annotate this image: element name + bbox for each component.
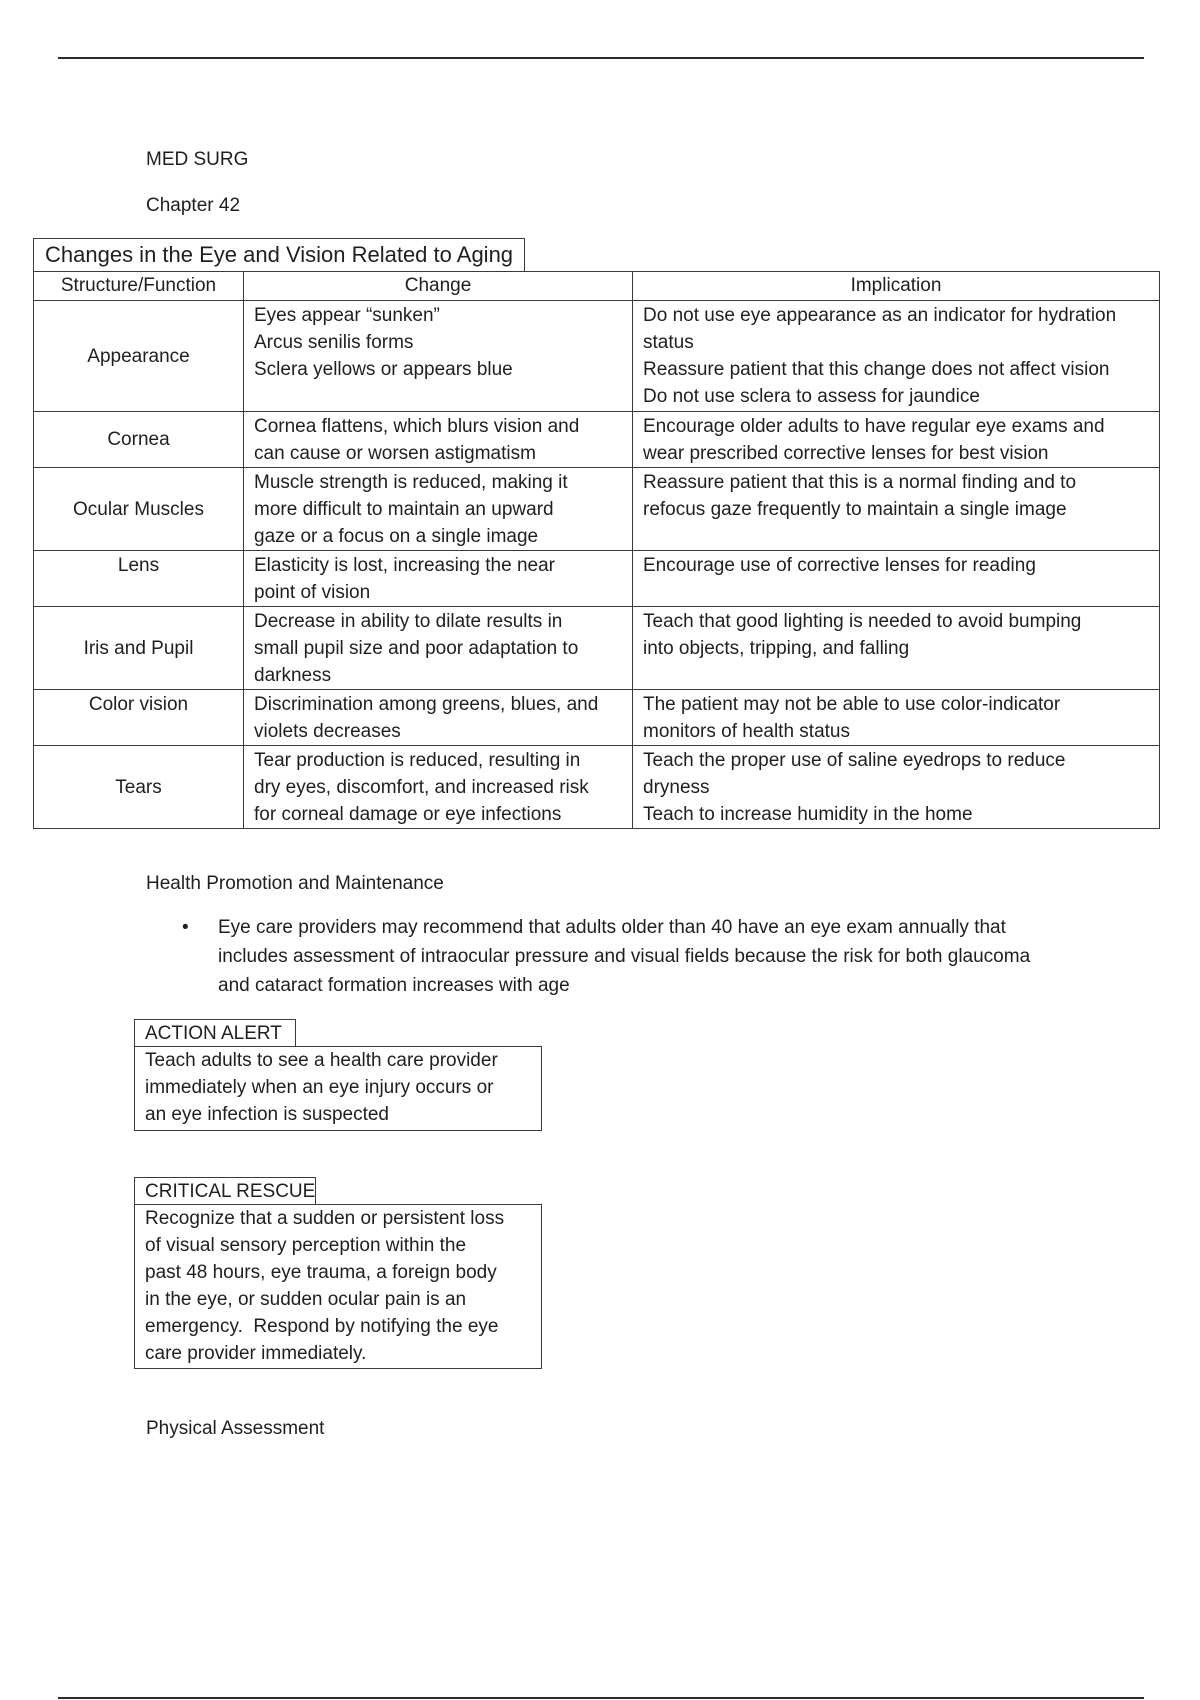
chapter-title: Chapter 42 [146, 195, 241, 216]
change-line: more difficult to maintain an upward [254, 499, 554, 520]
implication-line: refocus gaze frequently to maintain a single image [643, 499, 1067, 520]
bullet-icon: • [182, 917, 189, 938]
change-line: Elasticity is lost, increasing the near [254, 555, 555, 576]
structure-cell: Ocular Muscles [34, 468, 244, 551]
implication-line: dryness [643, 777, 710, 798]
table-row [34, 607, 1160, 690]
change-line: Sclera yellows or appears blue [254, 359, 513, 380]
critical-rescue-label: CRITICAL RESCUE [134, 1177, 316, 1205]
change-line: can cause or worsen astigmatism [254, 443, 536, 464]
critical-rescue-line: emergency. Respond by notifying the eye [145, 1316, 499, 1337]
implication-line: Do not use eye appearance as an indicator for hydration [643, 305, 1117, 326]
action-alert-label: ACTION ALERT [134, 1019, 296, 1047]
change-line: for corneal damage or eye infections [254, 804, 562, 825]
change-line: Eyes appear “sunken” [254, 305, 440, 326]
change-cell [244, 551, 633, 607]
action-alert-box [134, 1046, 542, 1131]
bullet-line: and cataract formation increases with age [218, 975, 570, 996]
table-row [34, 412, 1160, 468]
critical-rescue-line: Recognize that a sudden or persistent loss [145, 1208, 505, 1229]
bottom-rule [58, 1697, 1144, 1699]
implication-line: Reassure patient that this change does not affect vision [643, 359, 1110, 380]
column-header-implication: Implication [633, 272, 1160, 301]
table-header-row [34, 272, 1160, 301]
critical-rescue-line: in the eye, or sudden ocular pain is an [145, 1289, 467, 1310]
critical-rescue-line: care provider immediately. [145, 1343, 367, 1364]
structure-cell: Tears [34, 746, 244, 829]
change-line: gaze or a focus on a single image [254, 526, 539, 547]
top-rule [58, 57, 1144, 59]
change-cell [244, 301, 633, 412]
implication-cell [633, 746, 1160, 829]
change-line: darkness [254, 665, 332, 686]
critical-rescue-box [134, 1204, 542, 1369]
bullet-line: includes assessment of intraocular pressure and visual fields because the risk for both glaucoma [218, 946, 1031, 967]
implication-line: Reassure patient that this is a normal finding and to [643, 472, 1077, 493]
structure-cell: Color vision [34, 690, 244, 746]
column-header-structure: Structure/Function [34, 272, 244, 301]
change-line: Arcus senilis forms [254, 332, 414, 353]
implication-line: status [643, 332, 694, 353]
change-line: Tear production is reduced, resulting in [254, 750, 581, 771]
implication-line: Teach that good lighting is needed to avoid bumping [643, 611, 1082, 632]
implication-line: Teach to increase humidity in the home [643, 804, 973, 825]
column-header-change: Change [244, 272, 633, 301]
implication-line: The patient may not be able to use color-indicator [643, 694, 1061, 715]
change-cell [244, 412, 633, 468]
change-line: Decrease in ability to dilate results in [254, 611, 563, 632]
structure-cell: Cornea [34, 412, 244, 468]
implication-line: wear prescribed corrective lenses for best vision [643, 443, 1049, 464]
table-row [34, 690, 1160, 746]
implication-line: monitors of health status [643, 721, 850, 742]
change-line: Muscle strength is reduced, making it [254, 472, 568, 493]
structure-cell: Appearance [34, 301, 244, 412]
implication-line: Encourage use of corrective lenses for reading [643, 555, 1036, 576]
action-alert-line: Teach adults to see a health care provider [145, 1050, 498, 1071]
change-line: dry eyes, discomfort, and increased risk [254, 777, 589, 798]
change-cell [244, 468, 633, 551]
implication-cell [633, 412, 1160, 468]
change-cell [244, 690, 633, 746]
implication-line: Do not use sclera to assess for jaundice [643, 386, 980, 407]
implication-cell [633, 551, 1160, 607]
action-alert-line: an eye infection is suspected [145, 1104, 389, 1125]
action-alert-line: immediately when an eye injury occurs or [145, 1077, 494, 1098]
change-cell [244, 607, 633, 690]
change-line: Cornea flattens, which blurs vision and [254, 416, 580, 437]
structure-cell: Iris and Pupil [34, 607, 244, 690]
change-cell [244, 746, 633, 829]
implication-cell [633, 607, 1160, 690]
implication-line: Encourage older adults to have regular eye exams and [643, 416, 1105, 437]
critical-rescue-line: of visual sensory perception within the [145, 1235, 467, 1256]
structure-cell: Lens [34, 551, 244, 607]
course-title: MED SURG [146, 149, 249, 170]
table-title: Changes in the Eye and Vision Related to Aging [33, 238, 525, 272]
change-line: Discrimination among greens, blues, and [254, 694, 599, 715]
aging-changes-table [33, 271, 1160, 829]
health-promotion-heading: Health Promotion and Maintenance [146, 873, 444, 894]
implication-line: Teach the proper use of saline eyedrops to reduce [643, 750, 1066, 771]
table-row [34, 746, 1160, 829]
implication-cell [633, 690, 1160, 746]
critical-rescue-line: past 48 hours, eye trauma, a foreign body [145, 1262, 497, 1283]
list-item [146, 913, 1086, 1000]
health-promotion-list [146, 913, 1086, 1000]
implication-cell [633, 468, 1160, 551]
physical-assessment-heading: Physical Assessment [146, 1418, 325, 1439]
implication-cell [633, 301, 1160, 412]
change-line: small pupil size and poor adaptation to [254, 638, 579, 659]
table-row [34, 468, 1160, 551]
change-line: violets decreases [254, 721, 401, 742]
bullet-line: Eye care providers may recommend that adults older than 40 have an eye exam annually that [218, 917, 1006, 938]
table-row [34, 551, 1160, 607]
implication-line: into objects, tripping, and falling [643, 638, 910, 659]
change-line: point of vision [254, 582, 371, 603]
table-row [34, 301, 1160, 412]
